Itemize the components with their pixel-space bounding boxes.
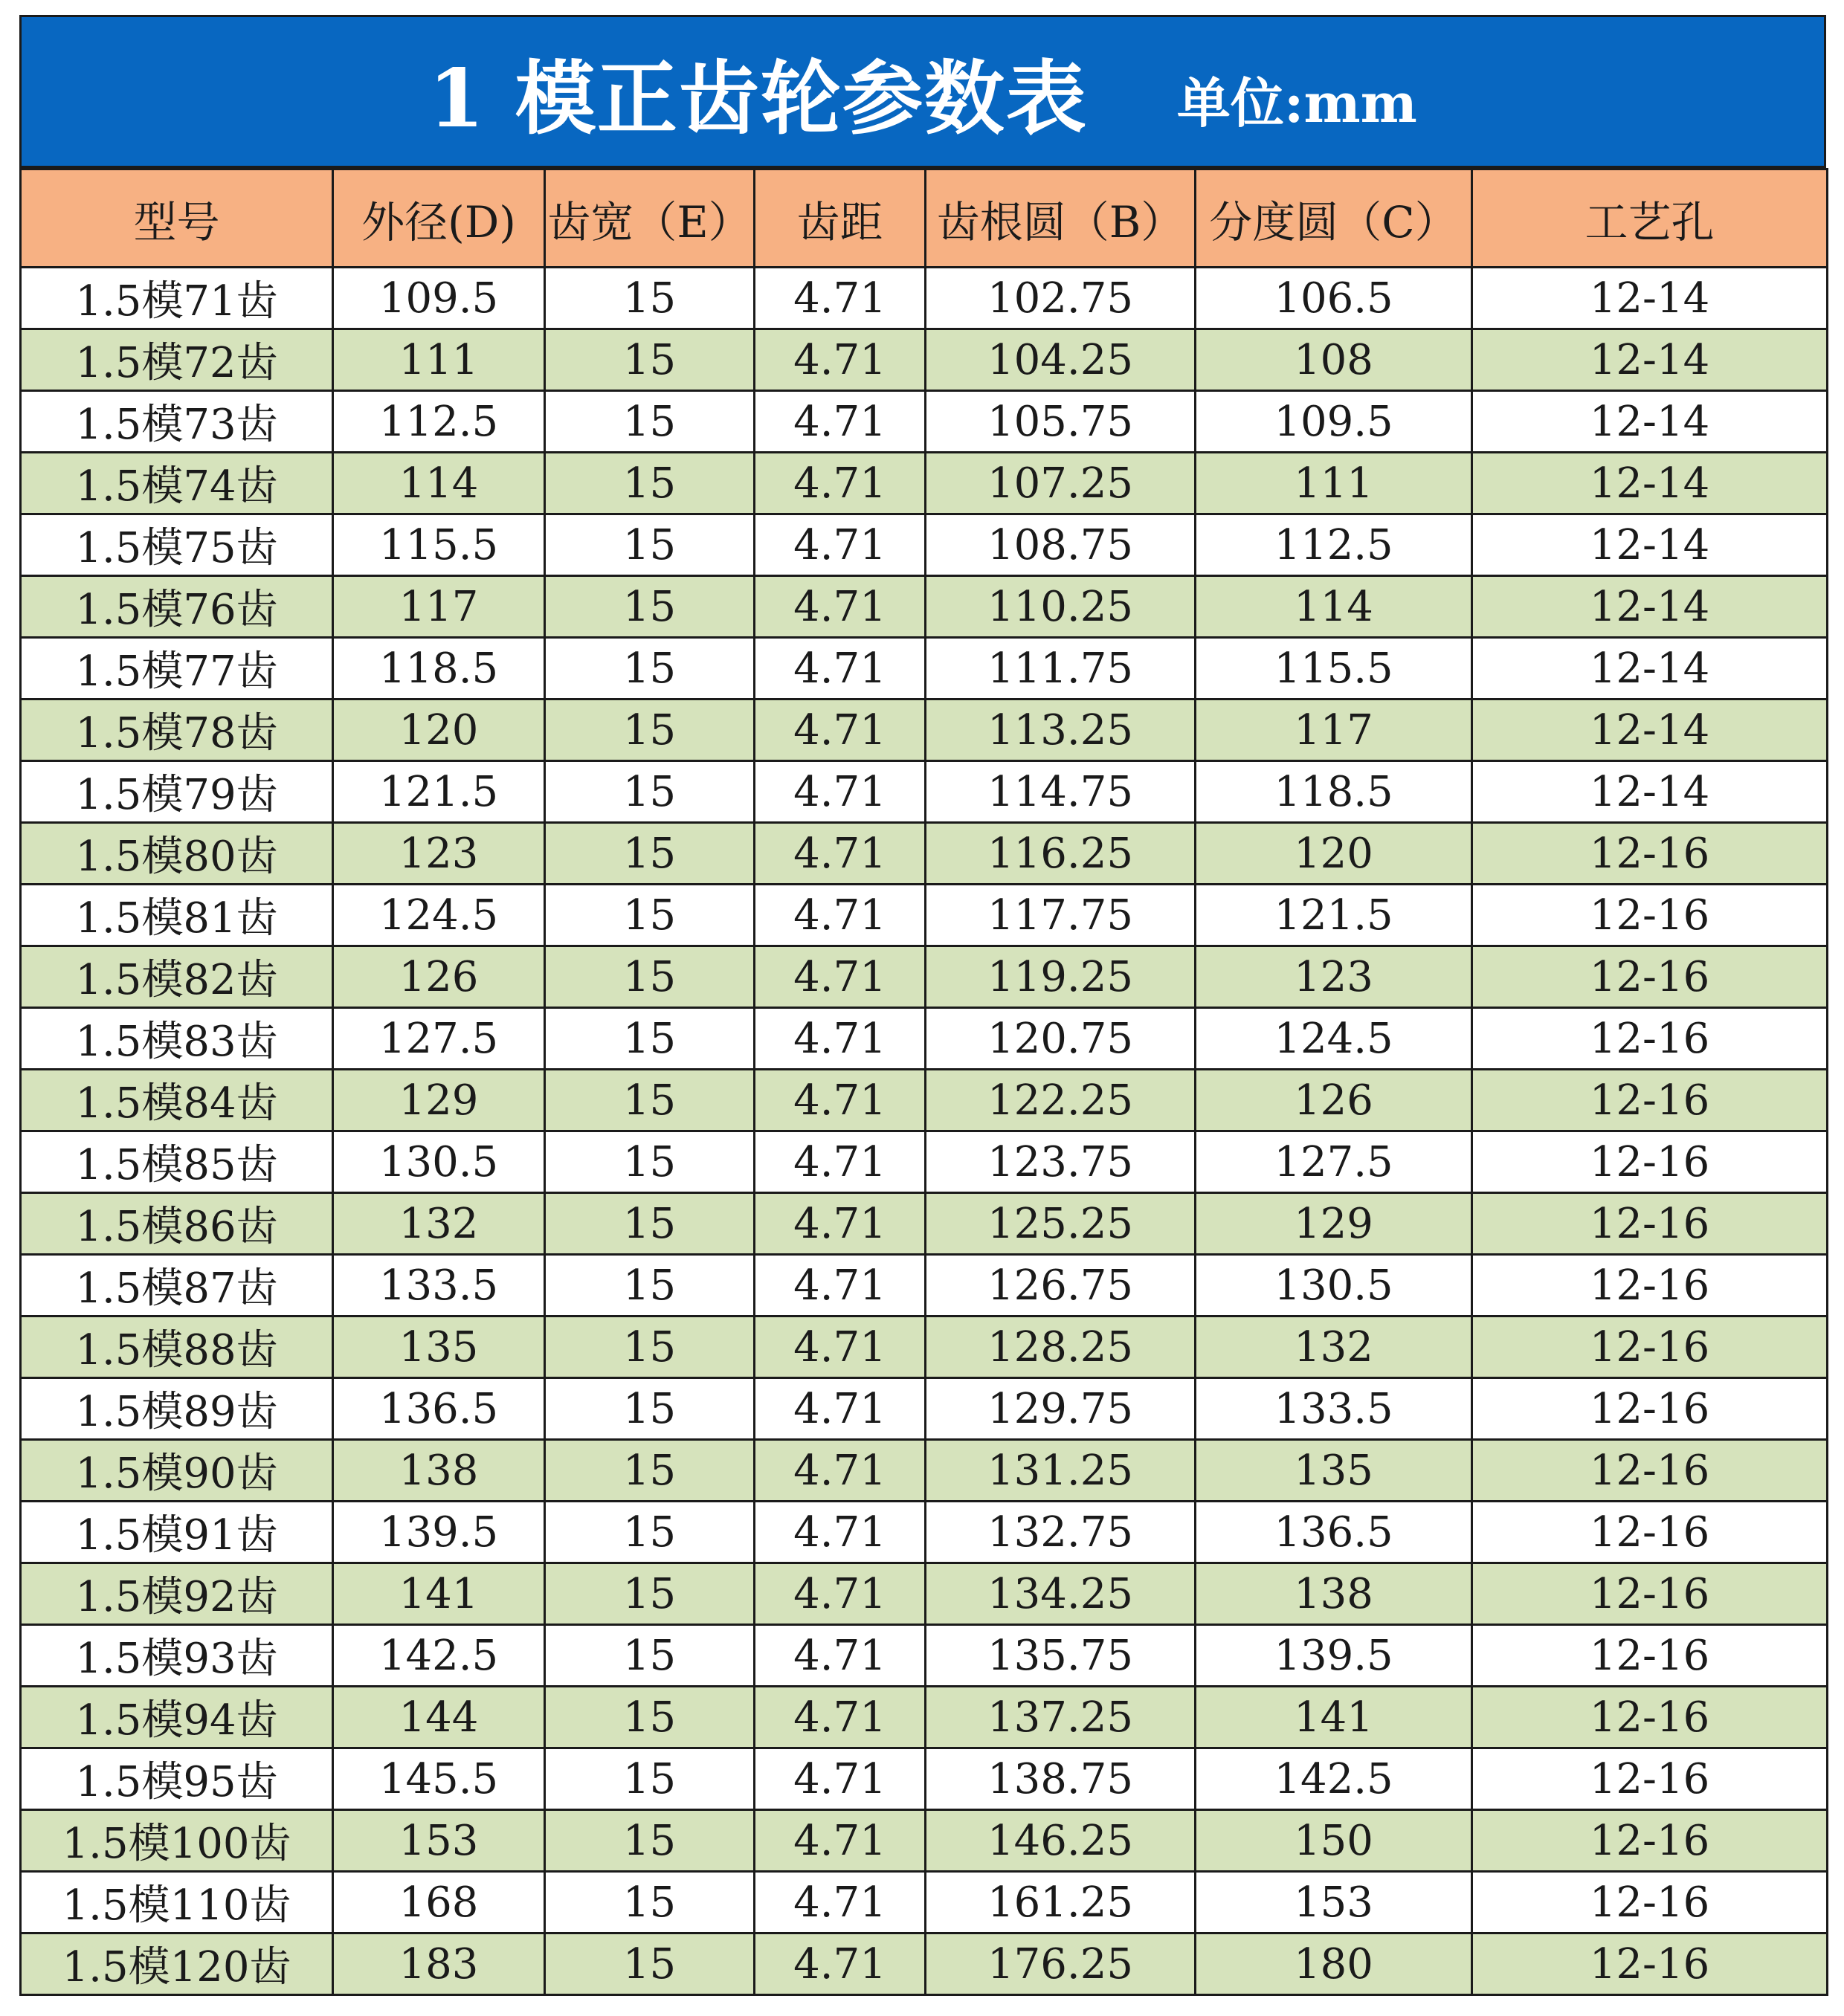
cell-pitch-circle: 138 xyxy=(1196,1563,1472,1625)
cell-pitch-circle: 124.5 xyxy=(1196,1008,1472,1070)
cell-tooth-width: 15 xyxy=(545,576,755,638)
cell-process-hole: 12-16 xyxy=(1472,1131,1828,1193)
cell-model: 1.5模73齿 xyxy=(21,391,333,453)
cell-tooth-width: 15 xyxy=(545,1378,755,1440)
cell-root-circle: 105.75 xyxy=(926,391,1196,453)
cell-root-circle: 110.25 xyxy=(926,576,1196,638)
cell-tooth-width: 15 xyxy=(545,1070,755,1131)
cell-root-circle: 102.75 xyxy=(926,268,1196,329)
cell-model: 1.5模84齿 xyxy=(21,1070,333,1131)
cell-pitch-circle: 132 xyxy=(1196,1316,1472,1378)
cell-tooth-pitch: 4.71 xyxy=(755,823,926,885)
cell-process-hole: 12-16 xyxy=(1472,1687,1828,1748)
cell-pitch-circle: 118.5 xyxy=(1196,761,1472,823)
cell-tooth-width: 15 xyxy=(545,1440,755,1502)
cell-tooth-pitch: 4.71 xyxy=(755,1378,926,1440)
cell-process-hole: 12-16 xyxy=(1472,823,1828,885)
column-header-tooth-width: 齿宽（E） xyxy=(545,169,755,268)
table-row xyxy=(21,576,1828,638)
cell-outer-diameter: 129 xyxy=(333,1070,545,1131)
cell-tooth-pitch: 4.71 xyxy=(755,453,926,514)
cell-tooth-width: 15 xyxy=(545,1810,755,1872)
cell-tooth-width: 15 xyxy=(545,885,755,946)
title-bar xyxy=(19,15,1826,168)
cell-model: 1.5模71齿 xyxy=(21,268,333,329)
cell-root-circle: 131.25 xyxy=(926,1440,1196,1502)
cell-model: 1.5模91齿 xyxy=(21,1502,333,1563)
cell-tooth-pitch: 4.71 xyxy=(755,1872,926,1933)
table-row xyxy=(21,1193,1828,1255)
cell-pitch-circle: 108 xyxy=(1196,329,1472,391)
cell-tooth-width: 15 xyxy=(545,453,755,514)
table-row xyxy=(21,1872,1828,1933)
cell-tooth-pitch: 4.71 xyxy=(755,268,926,329)
cell-model: 1.5模95齿 xyxy=(21,1748,333,1810)
cell-process-hole: 12-16 xyxy=(1472,1193,1828,1255)
table-row xyxy=(21,1255,1828,1316)
cell-tooth-width: 15 xyxy=(545,946,755,1008)
cell-process-hole: 12-16 xyxy=(1472,1625,1828,1687)
cell-pitch-circle: 109.5 xyxy=(1196,391,1472,453)
cell-tooth-pitch: 4.71 xyxy=(755,885,926,946)
cell-outer-diameter: 114 xyxy=(333,453,545,514)
table-row xyxy=(21,1008,1828,1070)
cell-root-circle: 146.25 xyxy=(926,1810,1196,1872)
table-row xyxy=(21,1748,1828,1810)
cell-pitch-circle: 117 xyxy=(1196,700,1472,761)
table-row xyxy=(21,1933,1828,1995)
cell-root-circle: 120.75 xyxy=(926,1008,1196,1070)
cell-root-circle: 135.75 xyxy=(926,1625,1196,1687)
cell-outer-diameter: 112.5 xyxy=(333,391,545,453)
cell-model: 1.5模92齿 xyxy=(21,1563,333,1625)
cell-pitch-circle: 121.5 xyxy=(1196,885,1472,946)
cell-pitch-circle: 123 xyxy=(1196,946,1472,1008)
cell-model: 1.5模75齿 xyxy=(21,514,333,576)
cell-process-hole: 12-16 xyxy=(1472,1563,1828,1625)
cell-outer-diameter: 117 xyxy=(333,576,545,638)
cell-outer-diameter: 139.5 xyxy=(333,1502,545,1563)
cell-outer-diameter: 132 xyxy=(333,1193,545,1255)
cell-root-circle: 132.75 xyxy=(926,1502,1196,1563)
cell-tooth-pitch: 4.71 xyxy=(755,1316,926,1378)
table-row xyxy=(21,1378,1828,1440)
table-row xyxy=(21,946,1828,1008)
cell-pitch-circle: 135 xyxy=(1196,1440,1472,1502)
cell-outer-diameter: 127.5 xyxy=(333,1008,545,1070)
table-row xyxy=(21,1810,1828,1872)
cell-outer-diameter: 111 xyxy=(333,329,545,391)
cell-pitch-circle: 112.5 xyxy=(1196,514,1472,576)
cell-model: 1.5模82齿 xyxy=(21,946,333,1008)
cell-tooth-width: 15 xyxy=(545,1872,755,1933)
table-body xyxy=(21,268,1828,1995)
cell-outer-diameter: 133.5 xyxy=(333,1255,545,1316)
cell-tooth-pitch: 4.71 xyxy=(755,946,926,1008)
cell-model: 1.5模81齿 xyxy=(21,885,333,946)
cell-tooth-width: 15 xyxy=(545,391,755,453)
cell-pitch-circle: 115.5 xyxy=(1196,638,1472,700)
table-row xyxy=(21,1316,1828,1378)
cell-root-circle: 107.25 xyxy=(926,453,1196,514)
gear-parameter-sheet xyxy=(19,15,1826,1996)
column-header-root-circle: 齿根圆（B） xyxy=(926,169,1196,268)
cell-process-hole: 12-16 xyxy=(1472,1070,1828,1131)
column-header-process-hole: 工艺孔 xyxy=(1472,169,1828,268)
cell-tooth-width: 15 xyxy=(545,1193,755,1255)
cell-pitch-circle: 141 xyxy=(1196,1687,1472,1748)
table-row xyxy=(21,329,1828,391)
cell-process-hole: 12-16 xyxy=(1472,1502,1828,1563)
cell-tooth-pitch: 4.71 xyxy=(755,761,926,823)
cell-root-circle: 104.25 xyxy=(926,329,1196,391)
cell-process-hole: 12-14 xyxy=(1472,761,1828,823)
cell-tooth-width: 15 xyxy=(545,1563,755,1625)
cell-root-circle: 126.75 xyxy=(926,1255,1196,1316)
cell-model: 1.5模100齿 xyxy=(21,1810,333,1872)
cell-outer-diameter: 118.5 xyxy=(333,638,545,700)
cell-model: 1.5模79齿 xyxy=(21,761,333,823)
cell-process-hole: 12-14 xyxy=(1472,268,1828,329)
table-row xyxy=(21,268,1828,329)
cell-tooth-pitch: 4.71 xyxy=(755,1008,926,1070)
cell-process-hole: 12-16 xyxy=(1472,1933,1828,1995)
cell-process-hole: 12-16 xyxy=(1472,946,1828,1008)
cell-outer-diameter: 142.5 xyxy=(333,1625,545,1687)
cell-tooth-pitch: 4.71 xyxy=(755,1131,926,1193)
cell-pitch-circle: 129 xyxy=(1196,1193,1472,1255)
cell-process-hole: 12-14 xyxy=(1472,514,1828,576)
cell-tooth-pitch: 4.71 xyxy=(755,1933,926,1995)
cell-tooth-pitch: 4.71 xyxy=(755,1193,926,1255)
column-header-pitch-circle: 分度圆（C） xyxy=(1196,169,1472,268)
table-row xyxy=(21,1070,1828,1131)
cell-root-circle: 161.25 xyxy=(926,1872,1196,1933)
cell-pitch-circle: 127.5 xyxy=(1196,1131,1472,1193)
table-row xyxy=(21,1625,1828,1687)
cell-outer-diameter: 138 xyxy=(333,1440,545,1502)
cell-root-circle: 125.25 xyxy=(926,1193,1196,1255)
page-title: 1 模正齿轮参数表 xyxy=(428,51,1088,146)
cell-outer-diameter: 115.5 xyxy=(333,514,545,576)
cell-outer-diameter: 120 xyxy=(333,700,545,761)
cell-tooth-width: 15 xyxy=(545,700,755,761)
cell-pitch-circle: 150 xyxy=(1196,1810,1472,1872)
column-header-tooth-pitch: 齿距 xyxy=(755,169,926,268)
cell-process-hole: 12-16 xyxy=(1472,1440,1828,1502)
cell-model: 1.5模83齿 xyxy=(21,1008,333,1070)
cell-model: 1.5模90齿 xyxy=(21,1440,333,1502)
cell-tooth-width: 15 xyxy=(545,761,755,823)
cell-process-hole: 12-16 xyxy=(1472,1378,1828,1440)
cell-process-hole: 12-16 xyxy=(1472,1810,1828,1872)
table-row xyxy=(21,1687,1828,1748)
cell-tooth-width: 15 xyxy=(545,1933,755,1995)
cell-tooth-pitch: 4.71 xyxy=(755,1687,926,1748)
cell-tooth-pitch: 4.71 xyxy=(755,638,926,700)
cell-root-circle: 134.25 xyxy=(926,1563,1196,1625)
cell-process-hole: 12-16 xyxy=(1472,885,1828,946)
cell-outer-diameter: 130.5 xyxy=(333,1131,545,1193)
cell-process-hole: 12-14 xyxy=(1472,329,1828,391)
cell-process-hole: 12-16 xyxy=(1472,1872,1828,1933)
cell-pitch-circle: 111 xyxy=(1196,453,1472,514)
cell-tooth-pitch: 4.71 xyxy=(755,1748,926,1810)
table-row xyxy=(21,453,1828,514)
cell-outer-diameter: 135 xyxy=(333,1316,545,1378)
cell-root-circle: 138.75 xyxy=(926,1748,1196,1810)
cell-root-circle: 129.75 xyxy=(926,1378,1196,1440)
cell-root-circle: 117.75 xyxy=(926,885,1196,946)
cell-tooth-width: 15 xyxy=(545,329,755,391)
cell-root-circle: 116.25 xyxy=(926,823,1196,885)
cell-pitch-circle: 133.5 xyxy=(1196,1378,1472,1440)
cell-tooth-width: 15 xyxy=(545,1625,755,1687)
cell-tooth-width: 15 xyxy=(545,1687,755,1748)
column-header-outer-diameter: 外径(D) xyxy=(333,169,545,268)
cell-model: 1.5模76齿 xyxy=(21,576,333,638)
table-row xyxy=(21,1563,1828,1625)
cell-pitch-circle: 126 xyxy=(1196,1070,1472,1131)
cell-root-circle: 123.75 xyxy=(926,1131,1196,1193)
cell-tooth-width: 15 xyxy=(545,1316,755,1378)
table-row xyxy=(21,1440,1828,1502)
cell-root-circle: 137.25 xyxy=(926,1687,1196,1748)
cell-root-circle: 108.75 xyxy=(926,514,1196,576)
cell-process-hole: 12-14 xyxy=(1472,453,1828,514)
cell-model: 1.5模74齿 xyxy=(21,453,333,514)
cell-tooth-pitch: 4.71 xyxy=(755,1625,926,1687)
table-row xyxy=(21,514,1828,576)
cell-root-circle: 111.75 xyxy=(926,638,1196,700)
table-row xyxy=(21,638,1828,700)
table-row xyxy=(21,823,1828,885)
cell-tooth-width: 15 xyxy=(545,1255,755,1316)
cell-pitch-circle: 114 xyxy=(1196,576,1472,638)
cell-pitch-circle: 106.5 xyxy=(1196,268,1472,329)
cell-tooth-pitch: 4.71 xyxy=(755,1563,926,1625)
cell-process-hole: 12-14 xyxy=(1472,638,1828,700)
cell-tooth-width: 15 xyxy=(545,514,755,576)
cell-model: 1.5模86齿 xyxy=(21,1193,333,1255)
cell-root-circle: 128.25 xyxy=(926,1316,1196,1378)
cell-outer-diameter: 109.5 xyxy=(333,268,545,329)
cell-tooth-width: 15 xyxy=(545,638,755,700)
cell-process-hole: 12-14 xyxy=(1472,700,1828,761)
cell-tooth-pitch: 4.71 xyxy=(755,1255,926,1316)
cell-process-hole: 12-14 xyxy=(1472,391,1828,453)
cell-tooth-pitch: 4.71 xyxy=(755,1070,926,1131)
cell-root-circle: 122.25 xyxy=(926,1070,1196,1131)
table-header-row xyxy=(21,169,1828,268)
cell-tooth-width: 15 xyxy=(545,823,755,885)
cell-model: 1.5模78齿 xyxy=(21,700,333,761)
table-row xyxy=(21,1502,1828,1563)
cell-tooth-width: 15 xyxy=(545,1502,755,1563)
cell-outer-diameter: 121.5 xyxy=(333,761,545,823)
gear-parameter-table xyxy=(19,168,1828,1996)
cell-model: 1.5模85齿 xyxy=(21,1131,333,1193)
cell-tooth-width: 15 xyxy=(545,268,755,329)
cell-tooth-width: 15 xyxy=(545,1008,755,1070)
cell-tooth-pitch: 4.71 xyxy=(755,576,926,638)
cell-tooth-pitch: 4.71 xyxy=(755,514,926,576)
cell-process-hole: 12-16 xyxy=(1472,1316,1828,1378)
cell-tooth-width: 15 xyxy=(545,1131,755,1193)
cell-outer-diameter: 141 xyxy=(333,1563,545,1625)
cell-outer-diameter: 126 xyxy=(333,946,545,1008)
cell-process-hole: 12-16 xyxy=(1472,1255,1828,1316)
unit-label: 单位:mm xyxy=(1176,71,1417,135)
table-row xyxy=(21,885,1828,946)
cell-root-circle: 114.75 xyxy=(926,761,1196,823)
cell-outer-diameter: 145.5 xyxy=(333,1748,545,1810)
cell-pitch-circle: 153 xyxy=(1196,1872,1472,1933)
cell-tooth-width: 15 xyxy=(545,1748,755,1810)
cell-outer-diameter: 183 xyxy=(333,1933,545,1995)
table-row xyxy=(21,700,1828,761)
cell-outer-diameter: 123 xyxy=(333,823,545,885)
table-row xyxy=(21,391,1828,453)
cell-outer-diameter: 153 xyxy=(333,1810,545,1872)
cell-model: 1.5模120齿 xyxy=(21,1933,333,1995)
cell-tooth-pitch: 4.71 xyxy=(755,1810,926,1872)
cell-process-hole: 12-16 xyxy=(1472,1748,1828,1810)
cell-model: 1.5模93齿 xyxy=(21,1625,333,1687)
cell-root-circle: 113.25 xyxy=(926,700,1196,761)
cell-outer-diameter: 124.5 xyxy=(333,885,545,946)
cell-root-circle: 176.25 xyxy=(926,1933,1196,1995)
cell-pitch-circle: 139.5 xyxy=(1196,1625,1472,1687)
table-row xyxy=(21,761,1828,823)
cell-tooth-pitch: 4.71 xyxy=(755,1502,926,1563)
cell-tooth-pitch: 4.71 xyxy=(755,329,926,391)
cell-tooth-pitch: 4.71 xyxy=(755,1440,926,1502)
cell-outer-diameter: 136.5 xyxy=(333,1378,545,1440)
cell-pitch-circle: 136.5 xyxy=(1196,1502,1472,1563)
cell-model: 1.5模89齿 xyxy=(21,1378,333,1440)
cell-model: 1.5模87齿 xyxy=(21,1255,333,1316)
cell-model: 1.5模80齿 xyxy=(21,823,333,885)
table-row xyxy=(21,1131,1828,1193)
cell-model: 1.5模94齿 xyxy=(21,1687,333,1748)
cell-process-hole: 12-16 xyxy=(1472,1008,1828,1070)
cell-process-hole: 12-14 xyxy=(1472,576,1828,638)
cell-tooth-pitch: 4.71 xyxy=(755,700,926,761)
cell-model: 1.5模72齿 xyxy=(21,329,333,391)
cell-root-circle: 119.25 xyxy=(926,946,1196,1008)
column-header-model: 型号 xyxy=(21,169,333,268)
cell-model: 1.5模77齿 xyxy=(21,638,333,700)
cell-outer-diameter: 144 xyxy=(333,1687,545,1748)
cell-pitch-circle: 130.5 xyxy=(1196,1255,1472,1316)
cell-model: 1.5模110齿 xyxy=(21,1872,333,1933)
cell-pitch-circle: 142.5 xyxy=(1196,1748,1472,1810)
cell-pitch-circle: 180 xyxy=(1196,1933,1472,1995)
cell-tooth-pitch: 4.71 xyxy=(755,391,926,453)
cell-outer-diameter: 168 xyxy=(333,1872,545,1933)
cell-model: 1.5模88齿 xyxy=(21,1316,333,1378)
cell-pitch-circle: 120 xyxy=(1196,823,1472,885)
